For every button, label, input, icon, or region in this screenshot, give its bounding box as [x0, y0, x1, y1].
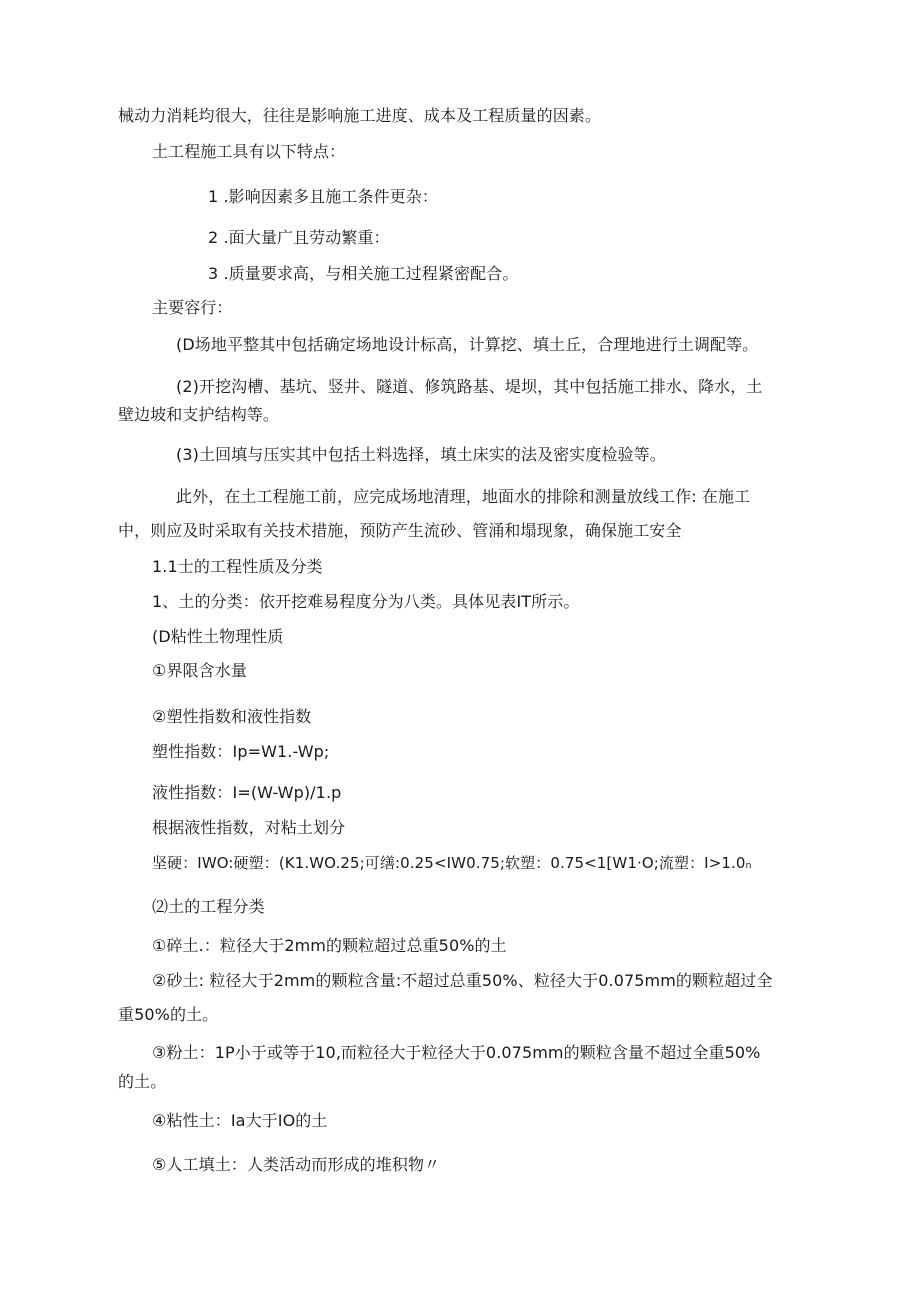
text-line: ⑤人工填土：人类活动而形成的堆积物〃	[152, 1155, 441, 1174]
text-line: (D粘性土物理性质	[152, 627, 284, 646]
formula-line: 坚硬：IWO:硬塑：(K1.WO.25;可缮:0.25<IW0.75;软塑：0.75<1[W1·O;流塑：I>1.0ₙ	[152, 854, 752, 872]
text-line: 根据液性指数，对粘土划分	[152, 818, 346, 837]
text-line: 主要容行：	[152, 298, 233, 317]
text-line: (D场地平整其中包括确定场地设计标高，计算挖、填土丘，合理地进行土调配等。	[176, 335, 759, 354]
text-line: 壁边坡和支护结构等。	[118, 405, 280, 424]
text-line: 中，则应及时采取有关技术措施，预防产生流砂、管涌和塌现象，确保施工安全	[118, 521, 682, 540]
list-item: 1 .影响因素多且施工条件更杂：	[208, 187, 438, 206]
text-line: 此外，在土工程施工前，应完成场地清理，地面水的排除和测量放线工作: 在施工	[176, 487, 751, 506]
text-line: 土工程施工具有以下特点：	[152, 142, 346, 161]
text-line: ②砂土: 粒径大于2mm的颗粒含量:不超过总重50%、粒径大于0.075mm的颗粒超过全	[152, 971, 773, 990]
text-line: 重50%的土。	[118, 1005, 219, 1024]
text-line: ①碎土.：粒径大于2mm的颗粒超过总重50%的土	[152, 936, 507, 955]
text-line: ③粉土：1P小于或等于10,而粒径大于粒径大于0.075mm的颗粒含量不超过全重50%	[152, 1043, 761, 1062]
formula-line: 塑性指数：Ip=W1.-Wp;	[152, 742, 330, 761]
text-line: 械动力消耗均很大，往往是影响施工进度、成本及工程质量的因素。	[118, 106, 602, 125]
text-line: ②塑性指数和液性指数	[152, 707, 312, 726]
list-item: 3 .质量要求高，与相关施工过程紧密配合。	[208, 264, 519, 283]
text-line: (2)开挖沟槽、基坑、竖井、隧道、修筑路基、堤坝，其中包括施工排水、降水，土	[176, 377, 763, 396]
section-heading: 1.1士的工程性质及分类	[152, 557, 323, 576]
list-item: 2 .面大量广且劳动繁重：	[208, 228, 390, 247]
text-line: 1、土的分类：依开挖难易程度分为八类。具体见表IT所示。	[152, 592, 580, 611]
text-line: ①界限含水量	[152, 661, 247, 680]
formula-line: 液性指数：I=(W-Wp)∕1.p	[152, 783, 342, 802]
text-line: (3)土回填与压实其中包括土料选择，填土床实的法及密实度检验等。	[176, 445, 666, 464]
text-line: ④粘性土：Ia大于IO的土	[152, 1111, 328, 1130]
section-heading: ⑵土的工程分类	[152, 897, 265, 916]
text-line: 的土。	[118, 1072, 167, 1091]
